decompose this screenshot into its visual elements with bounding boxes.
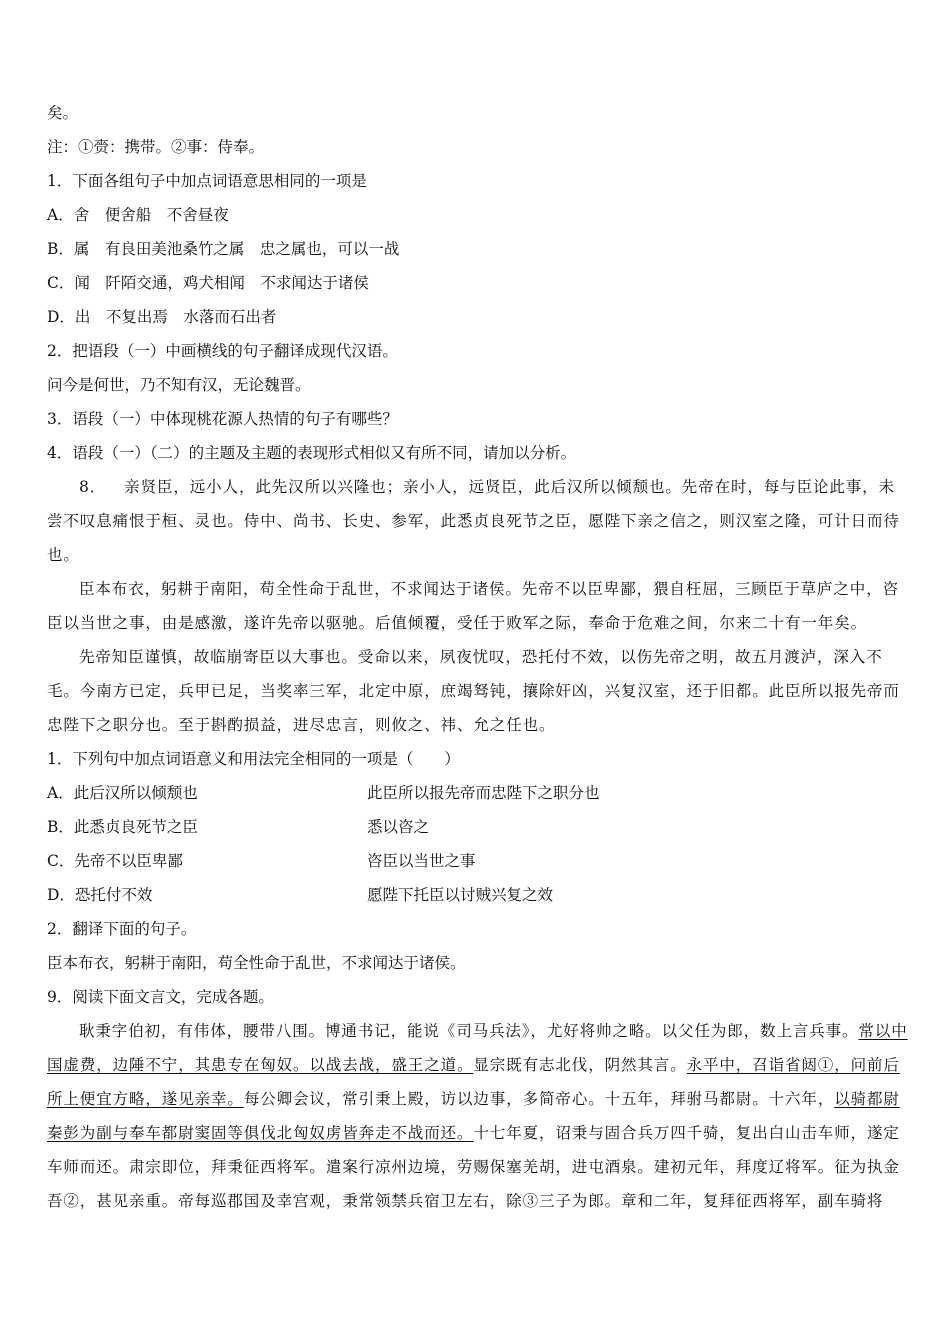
q8-option-a: A．此后汉所以倾颓也 此臣所以报先帝而忠陛下之职分也	[47, 784, 600, 802]
option-c: C．闻 阡陌交通，鸡犬相闻 不求闻达于诸侯	[47, 274, 369, 292]
option-a: A．舍 便舍船 不舍昼夜	[47, 206, 229, 224]
question-2-sentence: 问今是何世，乃不知有汉，无论魏晋。	[47, 376, 311, 394]
underlined-sentence-1: 常以中国虚费，边陲不宁，其患专在匈奴。以战去战，盛王之道。	[47, 1022, 908, 1074]
underlined-sentence-2: 永平中，召诣省闼①，问前后所上便宜方略，遂见亲幸。	[47, 1056, 900, 1108]
note-line: 注：①赍：携带。②事：侍奉。	[47, 138, 265, 156]
passage-8-paragraph-3: 先帝知臣谨慎，故临崩寄臣以大事也。受命以来，夙夜忧叹，恐托付不效，以伤先帝之明，故五月渡泸，深入不毛。今南方已定，兵甲已足，当奖率三军，北定中原，庶竭驽钝，攘除奸凶，兴复汉室，还于旧都。此臣所以报先帝而忠陛下之职分也。至于斟酌损益，进尽忠言，则攸之、祎、允之任也。	[47, 648, 900, 734]
question-1: 1．下面各组句子中加点词语意思相同的一项是	[47, 172, 367, 190]
passage-8-number: 8．	[79, 478, 107, 496]
question-3: 3．语段（一）中体现桃花源人热情的句子有哪些？	[47, 410, 398, 428]
question-4: 4．语段（一）（二）的主题及主题的表现形式相似又有所不同，请加以分析。	[47, 444, 577, 462]
underlined-sentence-3: 以骑都尉秦彭为副与奉车都尉窦固等俱伐北匈奴虏皆奔走不战而还。	[47, 1090, 900, 1142]
q8-option-d: D．恐托付不效 愿陛下托臣以讨贼兴复之效	[47, 886, 554, 904]
document-page	[47, 96, 909, 1218]
q8-question-2-sentence: 臣本布衣，躬耕于南阳，苟全性命于乱世，不求闻达于诸侯。	[47, 954, 466, 972]
q8-option-b: B．此悉贞良死节之臣 悉以咨之	[47, 818, 430, 836]
question-2: 2．把语段（一）中画横线的句子翻译成现代汉语。	[47, 342, 398, 360]
passage-8-paragraph-1: 8． 亲贤臣，远小人，此先汉所以兴隆也；亲小人，远贤臣，此后汉所以倾颓也。先帝在时，每与臣论此事，未尝不叹息痛恨于桓、灵也。侍中、尚书、长史、参军，此悉贞良死节之臣，愿陛下亲之信之，则汉室之隆，可计日而待也。	[47, 478, 900, 564]
passage-8-paragraph-2: 臣本布衣，躬耕于南阳，苟全性命于乱世，不求闻达于诸侯。先帝不以臣卑鄙，猥自枉屈，三顾臣于草庐之中，咨臣以当世之事，由是感激，遂许先帝以驱驰。后值倾覆，受任于败军之际，奉命于危难之间，尔来二十有一年矣。	[47, 580, 900, 632]
option-d: D．出 不复出焉 水落而石出者	[47, 308, 277, 326]
option-b: B．属 有良田美池桑竹之属 忠之属也，可以一战	[47, 240, 400, 258]
question-9-heading: 9．阅读下面文言文，完成各题。	[47, 988, 274, 1006]
q8-question-1: 1．下列句中加点词语意义和用法完全相同的一项是（ ）	[47, 750, 460, 768]
q8-option-c: C．先帝不以臣卑鄙 咨臣以当世之事	[47, 852, 476, 870]
text-line: 矣。	[47, 104, 79, 122]
q8-question-2: 2．翻译下面的句子。	[47, 920, 197, 938]
passage-9: 耿秉字伯初，有伟体，腰带八围。博通书记，能说《司马兵法》，尤好将帅之略。以父任为郎，数上言兵事。常以中国虚费，边陲不宁，其患专在匈奴。以战去战，盛王之道。显宗既有志北伐，阴然其言。永平中，召诣省闼①，问前后所上便宜方略，遂见亲幸。每公卿会议，常引秉上殿，访以边事，多简帝心。十五年，拜驸马都尉。十六年，以骑都尉秦彭为副与奉车都尉窦固等俱伐北匈奴虏皆奔走不战而还。十七年夏，诏秉与固合兵万四千骑，复出白山击车师，遂定车师而还。肃宗即位，拜秉征西将军。遣案行凉州边境，劳赐保塞羌胡，进屯酒泉。建初元年，拜度辽将军。征为执金吾②，甚见亲重。帝每巡郡国及幸宫观，秉常领禁兵宿卫左右，除③三子为郎。章和二年，复拜征西将军，副车骑将	[47, 1022, 908, 1210]
